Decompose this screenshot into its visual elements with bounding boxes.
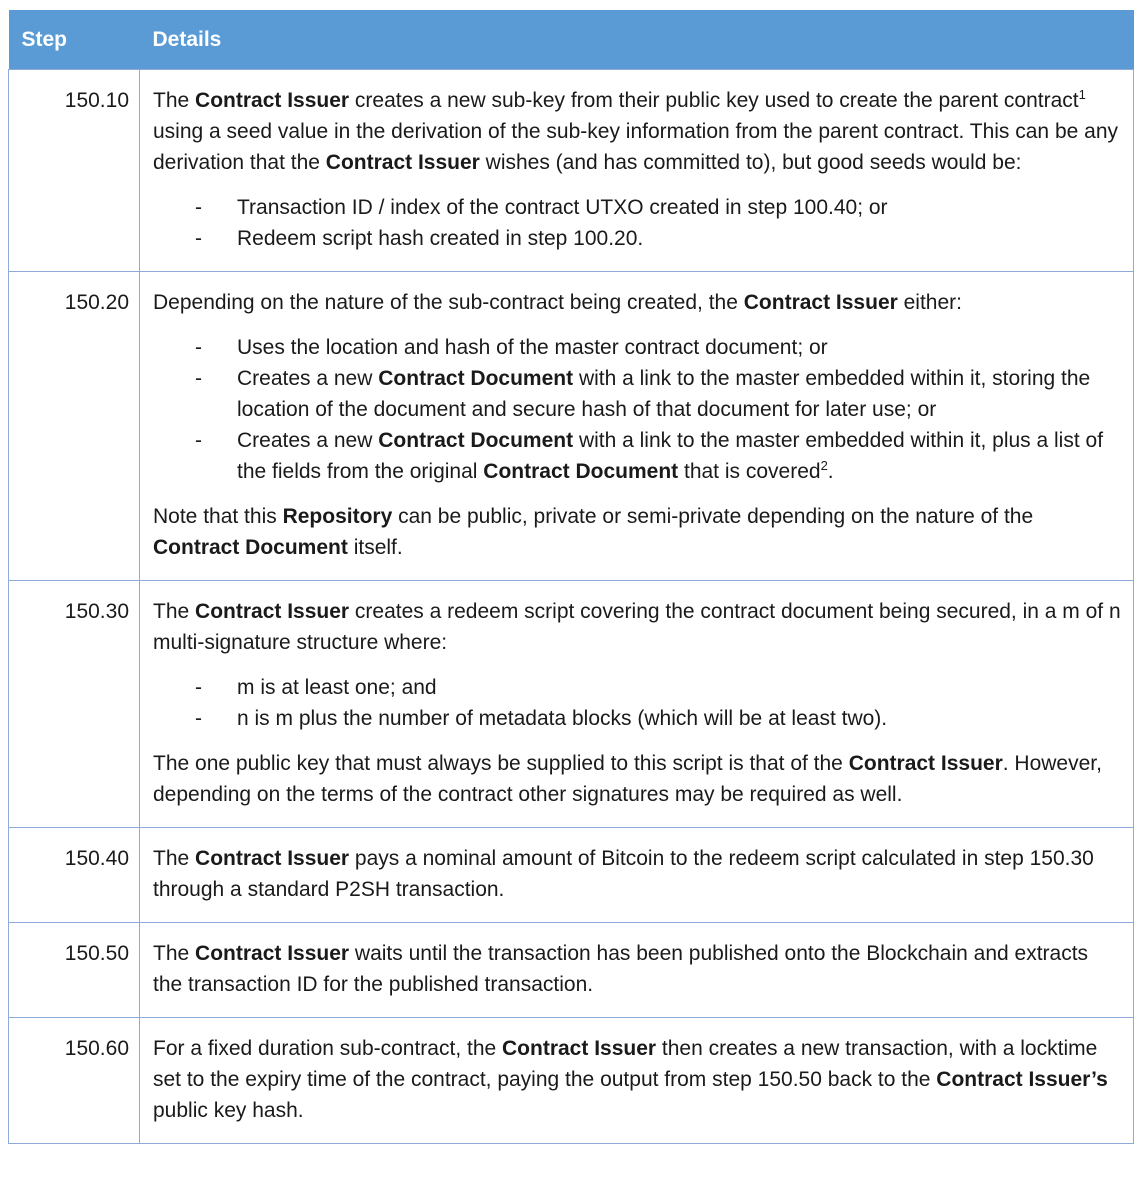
list-item (153, 425, 1121, 487)
list-item (153, 192, 1121, 223)
bold-term: Contract Issuer’s (936, 1068, 1108, 1091)
text-run: . However, depending on the terms of the contract other signatures may be required as well. (153, 752, 1102, 806)
list-item (153, 332, 1121, 363)
step-number: 150.50 (9, 923, 140, 1018)
bold-term: Contract Issuer (195, 600, 350, 623)
table-row (9, 828, 1134, 923)
dash-bullet-icon: - (195, 227, 202, 250)
step-number: 150.20 (9, 272, 140, 581)
bold-term: Contract Document (483, 460, 679, 483)
step-details (140, 828, 1134, 923)
bold-term: Contract Issuer (848, 752, 1003, 775)
text-run: creates a new sub-key from their public key used to create the parent contract (349, 89, 1079, 112)
text-run: Creates a new (237, 367, 379, 390)
bold-term: Contract Document (153, 536, 348, 559)
text-run: public key hash. (153, 1099, 304, 1122)
text-run: using a seed value in the derivation of the sub-key information from the parent contract. This can be any derivation that the (153, 120, 1118, 174)
header-step: Step (9, 10, 140, 70)
table-body (9, 70, 1134, 1144)
bold-term: Contract Issuer (195, 89, 350, 112)
list-item-text (237, 196, 888, 219)
details-paragraph (153, 748, 1121, 810)
list-item-text (237, 367, 1090, 421)
text-run: The (153, 89, 196, 112)
details-paragraph (153, 1033, 1121, 1126)
text-run: The one public key that must always be supplied to this script is that of the (153, 752, 849, 775)
text-run: Note that this (153, 505, 283, 528)
text-run: with a link to the master embedded within it, storing the location of the document and secure hash of that document for later use; or (237, 367, 1091, 421)
footnote-ref: 2 (820, 458, 828, 473)
table-row (9, 1018, 1134, 1144)
text-run: then creates a new transaction, with a locktime set to the expiry time of the contract, paying the output from step 150.50 back to the (153, 1037, 1098, 1091)
dash-bullet-icon: - (195, 367, 202, 390)
table-header (9, 10, 1134, 70)
table-row (9, 272, 1134, 581)
list-item-text (237, 429, 1103, 483)
text-run: either: (897, 291, 962, 314)
list-item-text (237, 676, 437, 699)
footnote-ref: 1 (1078, 87, 1086, 102)
details-paragraph (153, 287, 1121, 318)
text-run: Redeem script hash created in step 100.20. (237, 227, 644, 250)
bold-term: Contract Issuer (502, 1037, 657, 1060)
list-item (153, 703, 1121, 734)
text-run: n is m plus the number of metadata blocks (which will be at least two). (237, 707, 888, 730)
step-details (140, 1018, 1134, 1144)
dash-bullet-icon: - (195, 707, 202, 730)
bold-term: Contract Issuer (195, 847, 350, 870)
text-run: Depending on the nature of the sub-contract being created, the (153, 291, 744, 314)
list-item-text (237, 227, 643, 250)
step-details (140, 581, 1134, 828)
text-run: creates a redeem script covering the contract document being secured, in a m of n multi-signature structure where: (153, 600, 1121, 654)
bold-term: Contract Issuer (195, 942, 350, 965)
list-item-text (237, 707, 887, 730)
list-item (153, 363, 1121, 425)
text-run: waits until the transaction has been published onto the Blockchain and extracts the transaction ID for the published transaction. (153, 942, 1089, 996)
text-run: can be public, private or semi-private depending on the nature of the (392, 505, 1034, 528)
text-run: . (827, 460, 834, 483)
text-run: m is at least one; and (237, 676, 437, 699)
step-details (140, 272, 1134, 581)
text-run: that is covered (678, 460, 821, 483)
dash-list (153, 192, 1121, 254)
dash-list (153, 332, 1121, 487)
text-run: For a fixed duration sub-contract, the (153, 1037, 503, 1060)
bold-term: Contract Issuer (325, 151, 480, 174)
details-paragraph (153, 501, 1121, 563)
step-number: 150.60 (9, 1018, 140, 1144)
table-row (9, 70, 1134, 272)
text-run: Uses the location and hash of the master contract document; or (237, 336, 828, 359)
text-run: The (153, 847, 196, 870)
header-details: Details (140, 10, 1134, 70)
text-run: itself. (347, 536, 403, 559)
step-number: 150.10 (9, 70, 140, 272)
text-run: pays a nominal amount of Bitcoin to the redeem script calculated in step 150.30 through a standard P2SH transaction. (153, 847, 1094, 901)
table-row (9, 581, 1134, 828)
dash-bullet-icon: - (195, 336, 202, 359)
bold-term: Contract Issuer (743, 291, 898, 314)
bold-term: Repository (282, 505, 393, 528)
list-item (153, 223, 1121, 254)
bold-term: Contract Document (378, 367, 574, 390)
text-run: with a link to the master embedded within it, plus a list of the fields from the original (237, 429, 1104, 483)
list-item-text (237, 336, 828, 359)
text-run: Transaction ID / index of the contract UTXO created in step 100.40; or (237, 196, 888, 219)
dash-list (153, 672, 1121, 734)
step-number: 150.30 (9, 581, 140, 828)
text-run: The (153, 942, 196, 965)
dash-bullet-icon: - (195, 429, 202, 452)
details-paragraph (153, 843, 1121, 905)
text-run: The (153, 600, 196, 623)
header-row (9, 10, 1134, 70)
details-paragraph (153, 85, 1121, 178)
text-run: wishes (and has committed to), but good seeds would be: (479, 151, 1022, 174)
step-details (140, 923, 1134, 1018)
list-item (153, 672, 1121, 703)
dash-bullet-icon: - (195, 676, 202, 699)
bold-term: Contract Document (378, 429, 574, 452)
step-number: 150.40 (9, 828, 140, 923)
step-details (140, 70, 1134, 272)
process-steps-table (8, 10, 1134, 1144)
dash-bullet-icon: - (195, 196, 202, 219)
table-row (9, 923, 1134, 1018)
details-paragraph (153, 938, 1121, 1000)
details-paragraph (153, 596, 1121, 658)
text-run: Creates a new (237, 429, 379, 452)
